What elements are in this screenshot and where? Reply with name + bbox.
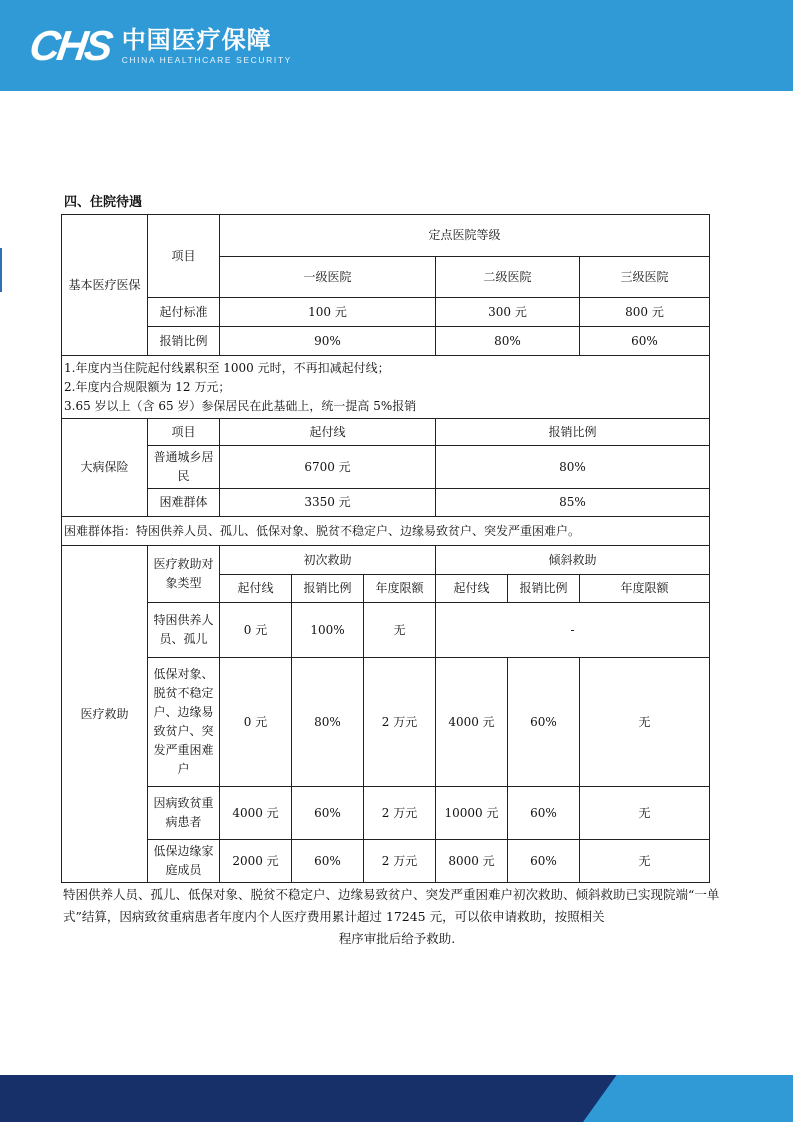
cell: 80% [292,658,364,787]
footer-band [0,1075,793,1122]
cell: 2000 元 [220,840,292,883]
cell: 8000 元 [436,840,508,883]
chs-logo [26,22,292,69]
cell: 60% [508,658,580,787]
logo-chinese-name: 中国医疗保障 [121,26,272,54]
basic-item-label: 项目 [148,215,220,298]
level-1: 一级医院 [220,257,436,298]
margin-marker [0,248,2,292]
basic-insurance-table [61,214,710,419]
sub-header: 年度限额 [364,575,436,603]
paragraph-last-line: 程序审批后给予救助. [338,931,456,946]
footer-accent [583,1075,793,1122]
cell: 100 元 [220,298,436,327]
cell: 4000 元 [436,658,508,787]
cell: - [436,603,710,658]
row-label: 低保对象、脱贫不稳定户、边缘易致贫户、突发严重困难户 [148,658,220,787]
tilt-aid-header: 倾斜救助 [436,546,710,575]
cell: 无 [364,603,436,658]
row-label: 因病致贫重病患者 [148,787,220,840]
row-label: 报销比例 [148,327,220,356]
note-line: 2.年度内合规限额为 12 万元； [64,379,231,394]
cell: 3350 元 [220,489,436,517]
cell: 无 [580,840,710,883]
cell: 800 元 [580,298,710,327]
first-aid-header: 初次救助 [220,546,436,575]
level-3: 三级医院 [580,257,710,298]
aid-category: 医疗救助 [62,546,148,883]
hospital-level-header: 定点医院等级 [220,215,710,257]
cell: 80% [436,446,710,489]
cell: 2 万元 [364,787,436,840]
level-2: 二级医院 [436,257,580,298]
logo-mark: CHS [26,22,114,69]
note-line: 3.65 岁以上（含 65 岁）参保居民在此基础上，统一提高 5%报销 [64,398,417,413]
row-label: 困难群体 [148,489,220,517]
row-label: 普通城乡居民 [148,446,220,489]
closing-paragraph [63,884,731,950]
row-label: 低保边缘家庭成员 [148,840,220,883]
section-title: 四、住院待遇 [64,195,143,210]
critical-category: 大病保险 [62,419,148,517]
cell: 2 万元 [364,658,436,787]
cell: 4000 元 [220,787,292,840]
cell: 0 元 [220,603,292,658]
medical-aid-table [61,545,710,883]
sub-header: 报销比例 [292,575,364,603]
aid-type-header: 医疗救助对象类型 [148,546,220,603]
cell: 60% [508,787,580,840]
header-banner [0,0,793,91]
sub-header: 起付线 [436,575,508,603]
critical-item-header: 项目 [148,419,220,446]
logo-text [122,26,292,66]
cell: 60% [580,327,710,356]
sub-header: 年度限额 [580,575,710,603]
cell: 90% [220,327,436,356]
cell: 2 万元 [364,840,436,883]
cell: 100% [292,603,364,658]
critical-threshold-header: 起付线 [220,419,436,446]
sub-header: 起付线 [220,575,292,603]
cell: 60% [292,787,364,840]
cell: 0 元 [220,658,292,787]
cell: 80% [436,327,580,356]
cell: 300 元 [436,298,580,327]
note-line: 1.年度内当住院起付线累积至 1000 元时，不再扣减起付线； [64,360,390,375]
cell: 60% [292,840,364,883]
cell: 无 [580,658,710,787]
paragraph-text: 特困供养人员、孤儿、低保对象、脱贫不稳定户、边缘易致贫户、突发严重困难户初次救助、倾斜救助已实现院端“一单式”结算，因病致贫重病患者年度内个人医疗费用累计超过 17245 元，可以依申请救助，按照相关 [63,887,720,924]
sub-header: 报销比例 [508,575,580,603]
cell: 10000 元 [436,787,508,840]
critical-illness-table [61,418,710,546]
cell: 6700 元 [220,446,436,489]
cell: 无 [580,787,710,840]
basic-category: 基本医疗医保 [62,215,148,356]
cell: 60% [508,840,580,883]
cell: 85% [436,489,710,517]
row-label: 起付标准 [148,298,220,327]
logo-english-name: CHINA HEALTHCARE SECURITY [121,55,292,65]
critical-note: 困难群体指：特困供养人员、孤儿、低保对象、脱贫不稳定户、边缘易致贫户、突发严重困难户。 [62,517,710,546]
critical-ratio-header: 报销比例 [436,419,710,446]
row-label: 特困供养人员、孤儿 [148,603,220,658]
basic-notes [62,356,710,419]
